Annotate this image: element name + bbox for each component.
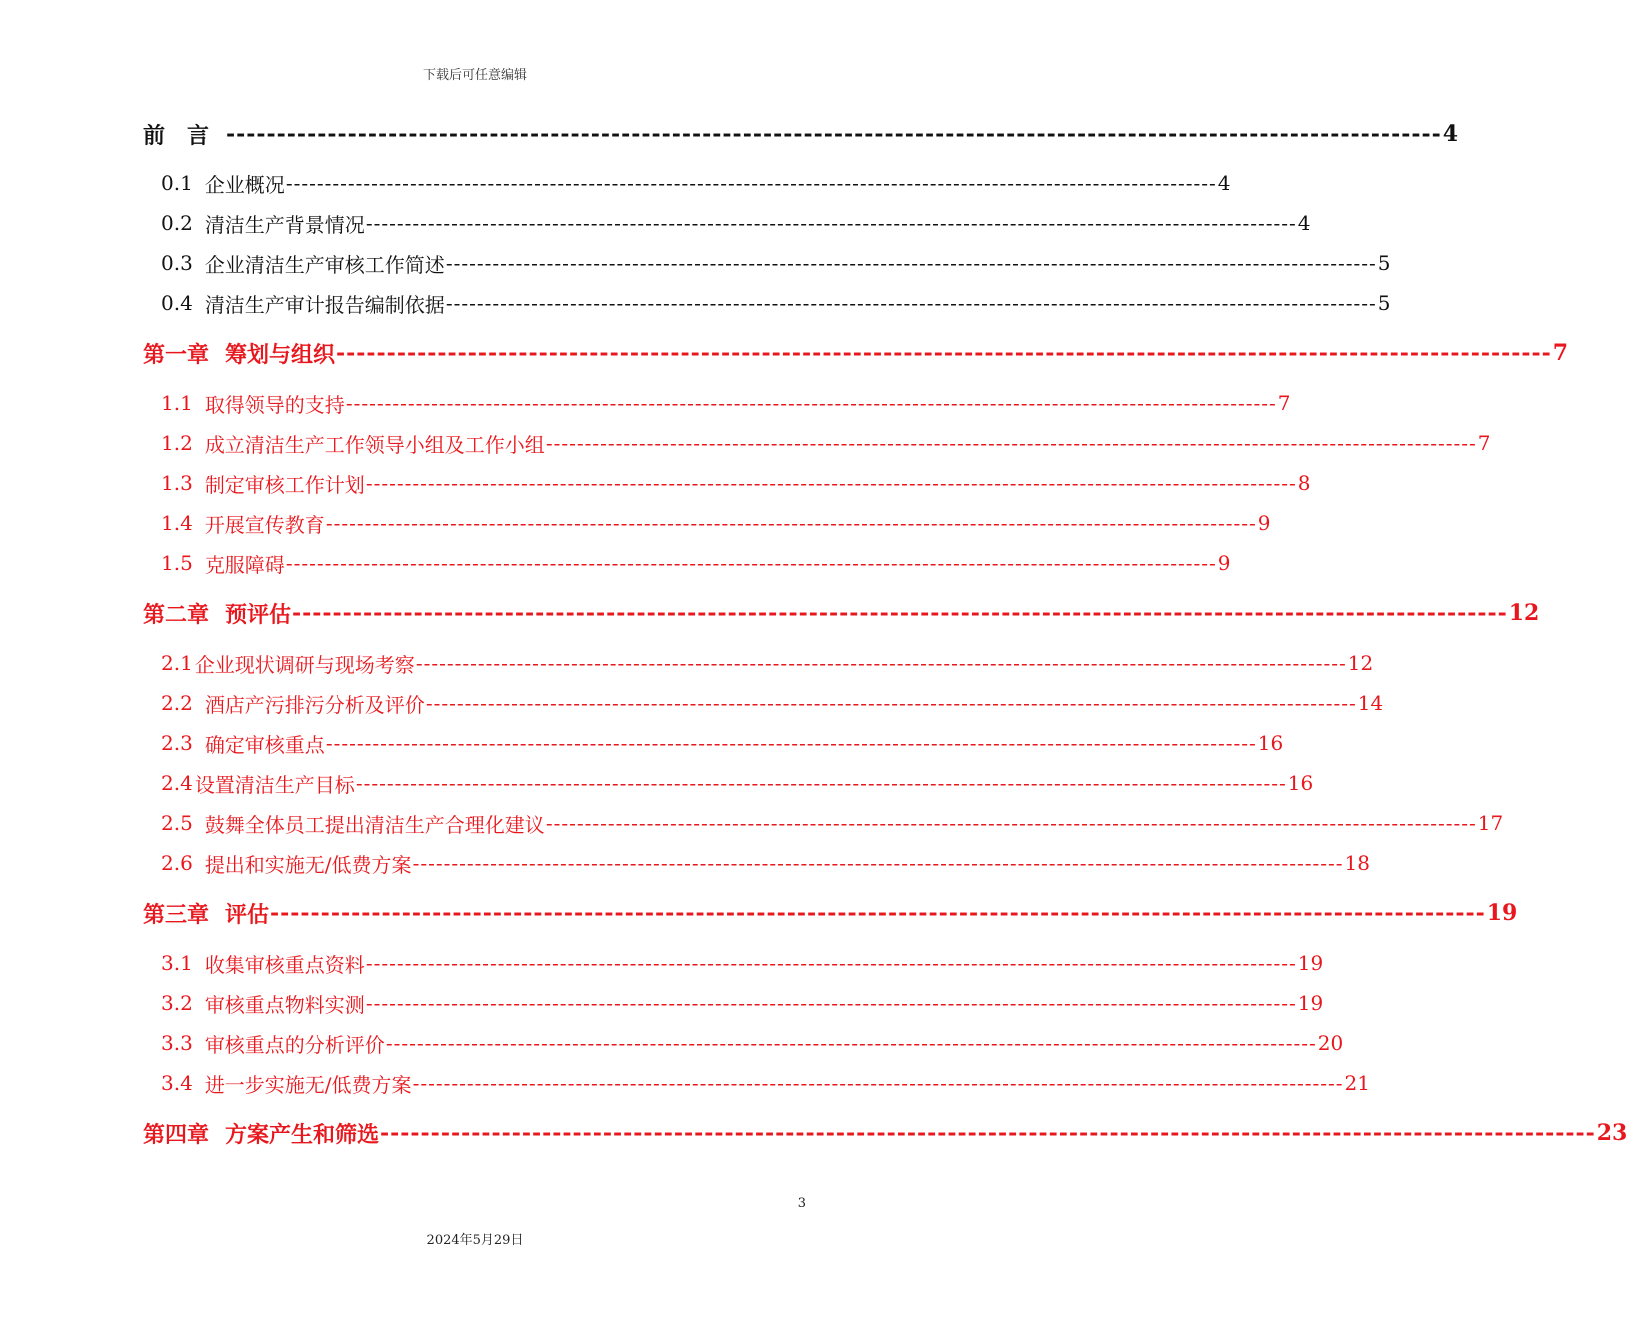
toc-dot-leader: ------------------------------------------------------------------------------------------------------------------------: [336, 340, 1552, 366]
toc-entry-title: 评估: [225, 901, 270, 928]
toc-dot-leader: ------------------------------------------------------------------------------------------------------------------------: [445, 291, 1377, 315]
toc-dot-leader: ------------------------------------------------------------------------------------------------------------------------: [270, 900, 1486, 926]
page-number: 3: [797, 1196, 806, 1211]
toc-dot-leader: ------------------------------------------------------------------------------------------------------------------------: [545, 431, 1477, 455]
toc-entry-number: 0.1: [161, 171, 193, 195]
toc-entry-page: 7: [1477, 431, 1491, 455]
toc-entry-title: 取得领导的支持: [204, 392, 345, 417]
toc-section-entry[interactable]: [143, 248, 1391, 278]
toc-entry-number: 1.3: [161, 471, 193, 495]
toc-dot-leader: ------------------------------------------------------------------------------------------------------------------------: [226, 121, 1442, 147]
toc-entry-number: 3.4: [161, 1071, 193, 1095]
toc-entry-title: 确定审核重点: [204, 732, 325, 757]
toc-section-entry[interactable]: [143, 688, 1384, 718]
toc-section-entry[interactable]: [143, 648, 1374, 678]
toc-entry-page: 19: [1297, 991, 1324, 1015]
toc-entry-page: 16: [1287, 771, 1314, 795]
toc-dot-leader: ------------------------------------------------------------------------------------------------------------------------: [292, 600, 1508, 626]
toc-entry-page: 16: [1257, 731, 1284, 755]
toc-section-entry[interactable]: [143, 288, 1391, 318]
toc-entry-number: 第三章: [143, 901, 210, 928]
toc-entry-page: 12: [1508, 600, 1540, 626]
page-footer-date: 2024年5月29日: [426, 1233, 524, 1248]
toc-entry-title: 克服障碍: [204, 552, 285, 577]
toc-entry-title: 设置清洁生产目标: [194, 772, 355, 797]
toc-entry-number: 2.5: [161, 811, 193, 835]
toc-entry-page: 4: [1217, 171, 1231, 195]
toc-section-entry[interactable]: [143, 1068, 1370, 1098]
toc-dot-leader: ------------------------------------------------------------------------------------------------------------------------: [385, 1031, 1317, 1055]
toc-chapter-entry[interactable]: [143, 119, 1459, 149]
toc-entry-number: 3.2: [161, 991, 193, 1015]
toc-entry-page: 14: [1357, 691, 1384, 715]
toc-dot-leader: ------------------------------------------------------------------------------------------------------------------------: [285, 551, 1217, 575]
toc-dot-leader: ------------------------------------------------------------------------------------------------------------------------: [445, 251, 1377, 275]
toc-section-entry[interactable]: [143, 388, 1291, 418]
toc-dot-leader: ------------------------------------------------------------------------------------------------------------------------: [415, 651, 1347, 675]
toc-section-entry[interactable]: [143, 468, 1311, 498]
toc-entry-number: 第二章: [143, 601, 210, 628]
toc-entry-number: 3.3: [161, 1031, 193, 1055]
toc-entry-page: 4: [1442, 121, 1459, 147]
toc-section-entry[interactable]: [143, 728, 1284, 758]
toc-dot-leader: ------------------------------------------------------------------------------------------------------------------------: [345, 391, 1277, 415]
toc-dot-leader: ------------------------------------------------------------------------------------------------------------------------: [355, 771, 1287, 795]
toc-section-entry[interactable]: [143, 548, 1231, 578]
toc-dot-leader: ------------------------------------------------------------------------------------------------------------------------: [412, 1071, 1344, 1095]
toc-section-entry[interactable]: [143, 208, 1311, 238]
toc-dot-leader: ------------------------------------------------------------------------------------------------------------------------: [325, 731, 1257, 755]
toc-dot-leader: ------------------------------------------------------------------------------------------------------------------------: [365, 471, 1297, 495]
toc-entry-title: 审核重点物料实测: [204, 992, 365, 1017]
toc-section-entry[interactable]: [143, 808, 1504, 838]
toc-entry-title: 清洁生产审计报告编制依据: [204, 292, 445, 317]
toc-section-entry[interactable]: [143, 848, 1370, 878]
toc-entry-title: 制定审核工作计划: [204, 472, 365, 497]
toc-chapter-entry[interactable]: [143, 1118, 1627, 1148]
toc-entry-title: 进一步实施无/低费方案: [204, 1072, 412, 1097]
toc-chapter-entry[interactable]: [143, 598, 1540, 628]
toc-entry-title: 方案产生和筛选: [225, 1121, 380, 1148]
toc-entry-page: 19: [1297, 951, 1324, 975]
toc-entry-number: 第一章: [143, 341, 210, 368]
toc-entry-number: 3.1: [161, 951, 193, 975]
page-header: 下载后可任意编辑: [422, 68, 527, 83]
toc-entry-title: 企业现状调研与现场考察: [194, 652, 415, 677]
toc-section-entry[interactable]: [143, 948, 1324, 978]
toc-dot-leader: ------------------------------------------------------------------------------------------------------------------------: [365, 991, 1297, 1015]
toc-dot-leader: ------------------------------------------------------------------------------------------------------------------------: [365, 211, 1297, 235]
toc-entry-number: 2.2: [161, 691, 193, 715]
toc-section-entry[interactable]: [143, 508, 1271, 538]
toc-dot-leader: ------------------------------------------------------------------------------------------------------------------------: [365, 951, 1297, 975]
toc-entry-title: 审核重点的分析评价: [204, 1032, 385, 1057]
toc-section-entry[interactable]: [143, 1028, 1344, 1058]
toc-entry-number: 前 言: [143, 122, 210, 149]
toc-entry-number: 1.2: [161, 431, 193, 455]
toc-entry-number: 1.1: [161, 391, 193, 415]
toc-section-entry[interactable]: [143, 768, 1314, 798]
toc-entry-title: 预评估: [225, 601, 292, 628]
toc-entry-title: 酒店产污排污分析及评价: [204, 692, 425, 717]
toc-entry-page: 4: [1297, 211, 1311, 235]
toc-entry-number: 0.2: [161, 211, 193, 235]
toc-entry-title: 筹划与组织: [225, 341, 336, 368]
toc-dot-leader: ------------------------------------------------------------------------------------------------------------------------: [285, 171, 1217, 195]
toc-entry-page: 12: [1347, 651, 1374, 675]
toc-section-entry[interactable]: [143, 428, 1491, 458]
toc-entry-title: 提出和实施无/低费方案: [204, 852, 412, 877]
toc-entry-number: 0.4: [161, 291, 193, 315]
toc-entry-page: 7: [1277, 391, 1291, 415]
toc-chapter-entry[interactable]: [143, 898, 1518, 928]
toc-entry-page: 9: [1217, 551, 1231, 575]
toc-entry-page: 20: [1317, 1031, 1344, 1055]
toc-entry-number: 2.1: [161, 651, 193, 675]
toc-entry-page: 19: [1486, 900, 1518, 926]
toc-entry-title: 鼓舞全体员工提出清洁生产合理化建议: [204, 812, 545, 837]
toc-entry-page: 5: [1377, 251, 1391, 275]
toc-entry-title: 清洁生产背景情况: [204, 212, 365, 237]
toc-entry-title: 企业清洁生产审核工作简述: [204, 252, 445, 277]
toc-entry-title: 企业概况: [204, 172, 285, 197]
toc-dot-leader: ------------------------------------------------------------------------------------------------------------------------: [412, 851, 1344, 875]
toc-entry-title: 收集审核重点资料: [204, 952, 365, 977]
toc-entry-page: 7: [1552, 340, 1569, 366]
toc-entry-number: 第四章: [143, 1121, 210, 1148]
toc-dot-leader: ------------------------------------------------------------------------------------------------------------------------: [425, 691, 1357, 715]
toc-dot-leader: ------------------------------------------------------------------------------------------------------------------------: [380, 1120, 1596, 1146]
toc-entry-number: 1.4: [161, 511, 193, 535]
toc-entry-number: 2.6: [161, 851, 193, 875]
toc-dot-leader: ------------------------------------------------------------------------------------------------------------------------: [545, 811, 1477, 835]
toc-section-entry[interactable]: [143, 168, 1231, 198]
toc-entry-page: 18: [1344, 851, 1370, 875]
toc-entry-page: 21: [1344, 1071, 1370, 1095]
toc-entry-page: 17: [1477, 811, 1504, 835]
toc-entry-page: 9: [1257, 511, 1271, 535]
toc-entry-number: 2.4: [161, 771, 193, 795]
toc-entry-title: 开展宣传教育: [204, 512, 325, 537]
toc-entry-number: 2.3: [161, 731, 193, 755]
toc-entry-page: 5: [1377, 291, 1391, 315]
toc-dot-leader: ------------------------------------------------------------------------------------------------------------------------: [325, 511, 1257, 535]
toc-chapter-entry[interactable]: [143, 338, 1569, 368]
toc-entry-page: 23: [1596, 1120, 1627, 1146]
toc-section-entry[interactable]: [143, 988, 1324, 1018]
toc-entry-title: 成立清洁生产工作领导小组及工作小组: [204, 432, 545, 457]
toc-entry-number: 0.3: [161, 251, 193, 275]
toc-entry-number: 1.5: [161, 551, 193, 575]
toc-entry-page: 8: [1297, 471, 1311, 495]
